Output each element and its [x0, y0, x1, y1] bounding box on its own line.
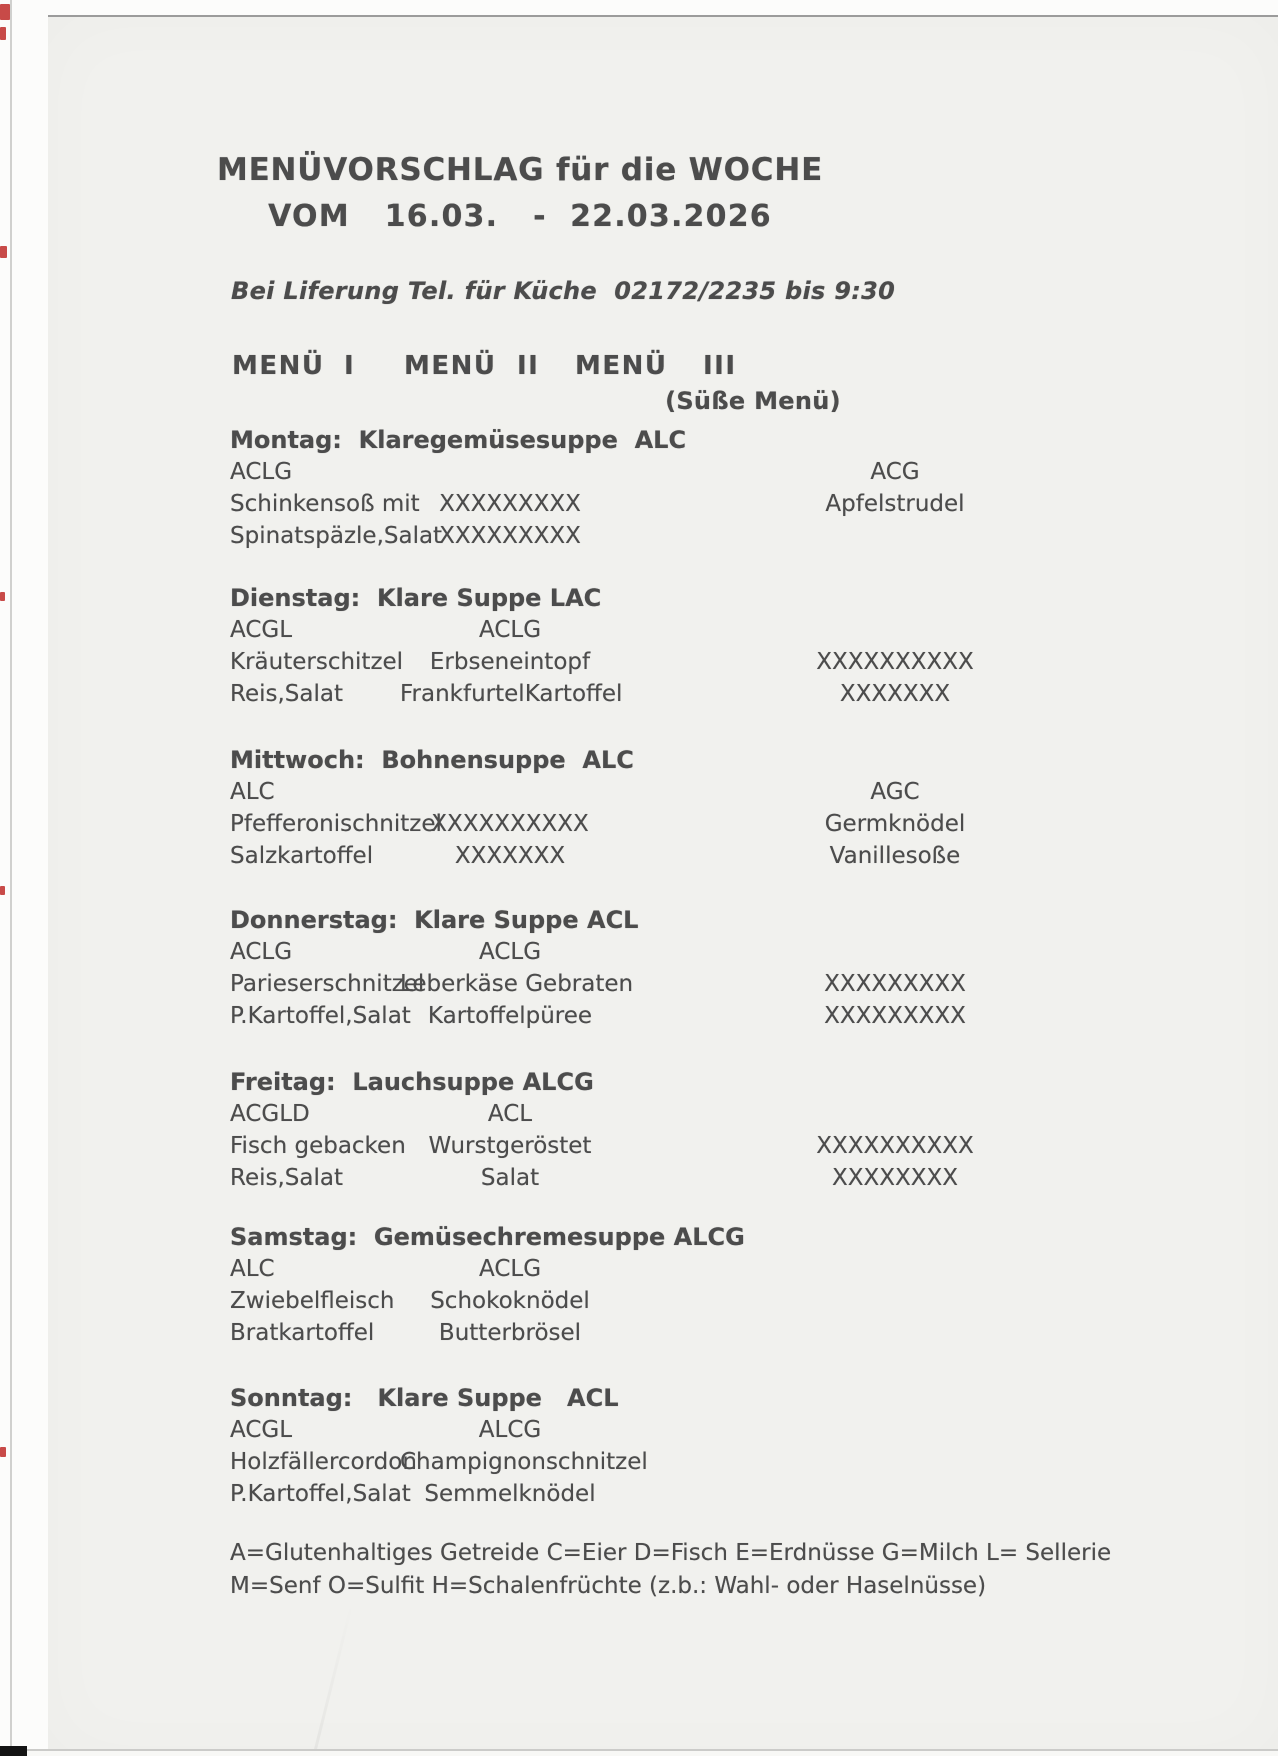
menu2-item: Erbseneintopf: [429, 649, 591, 675]
scan-artifact-red: [0, 246, 7, 258]
allergen-code-menu2: ACLG: [478, 939, 542, 965]
allergen-code-menu2: ACLG: [478, 617, 542, 643]
delivery-note: Bei Liferung Tel. für Küche 02172/2235 bis 9:30: [231, 277, 896, 305]
menu1-item: Reis,Salat: [230, 681, 343, 707]
day-menu-grid: [230, 936, 1240, 1032]
day-menu-grid: [230, 614, 1240, 710]
scan-artifact-red: [0, 592, 5, 601]
menu1-item: Schinkensoß mit: [230, 491, 420, 517]
menu2-item: Salat: [480, 1165, 540, 1191]
allergen-code-menu3: [785, 1253, 1005, 1285]
menu3-item: XXXXXXXXXX: [816, 1133, 974, 1159]
menu1-item: P.Kartoffel,Salat: [230, 1003, 411, 1029]
day-section-mittwoch: [230, 744, 1240, 872]
menu3-item: [785, 1446, 1005, 1478]
allergen-code-menu2: ALCG: [478, 1417, 542, 1443]
menu3-item: Vanillesoße: [829, 843, 961, 869]
menu3-item: [785, 1285, 1005, 1317]
day-header: Donnerstag: Klare Suppe ACL: [230, 906, 639, 934]
allergen-code-menu2: ACLG: [478, 1256, 542, 1282]
allergen-code-menu3: [785, 1098, 1005, 1130]
menu2-item: Kartoffelpüree: [427, 1003, 593, 1029]
menu3-item: XXXXXXX: [839, 681, 951, 707]
menu1-item: Spinatspäzle,Salat: [230, 523, 443, 549]
menu-title-line2: VOM 16.03. - 22.03.2026: [268, 199, 772, 234]
day-section-dienstag: [230, 582, 1240, 710]
allergen-legend: [230, 1537, 1130, 1603]
column-header-numeral-1: I: [344, 351, 356, 381]
day-menu-grid: [230, 1253, 1240, 1349]
day-header: Sonntag: Klare Suppe ACL: [230, 1384, 619, 1412]
allergen-code-menu3: [785, 1414, 1005, 1446]
menu1-item: Fisch gebacken: [230, 1133, 406, 1159]
allergen-code-menu2: [400, 456, 620, 488]
menu2-item: Schokoknödel: [430, 1288, 590, 1314]
allergen-legend-line1: A=Glutenhaltiges Getreide C=Eier D=Fisch E=Erdnüsse G=Milch L= Sellerie: [230, 1540, 1112, 1566]
allergen-legend-line2: M=Senf O=Sulfit H=Schalenfrüchte (z.b.: Wahl- oder Haselnüsse): [230, 1573, 987, 1599]
allergen-code-menu1: ACLG: [230, 939, 293, 965]
allergen-code-menu3: ACG: [870, 459, 920, 485]
menu1-item: P.Kartoffel,Salat: [230, 1481, 411, 1507]
scan-artifact-red: [0, 1447, 6, 1457]
scan-artifact-red: [0, 4, 10, 20]
allergen-code-menu1: ALC: [230, 1256, 275, 1282]
menu3-item: [785, 1317, 1005, 1349]
allergen-code-menu1: ALC: [230, 779, 275, 805]
menu2-item: XXXXXXXXX: [439, 491, 581, 517]
menu3-item: XXXXXXXXX: [824, 971, 966, 997]
scan-artifact-red: [0, 886, 5, 895]
scan-bottom-edge: [27, 1749, 1278, 1756]
menu2-item: FrankfurtelKartoffel: [400, 681, 623, 707]
column-header-menu: MENÜ: [575, 351, 668, 381]
menu3-item: Apfelstrudel: [825, 491, 965, 517]
day-header: Freitag: Lauchsuppe ALCG: [230, 1068, 594, 1096]
menu1-item: Reis,Salat: [230, 1165, 343, 1191]
menu3-item: XXXXXXXX: [831, 1165, 959, 1191]
allergen-code-menu2: [400, 776, 620, 808]
day-header: Mittwoch: Bohnensuppe ALC: [230, 746, 634, 774]
menu1-item: Salzkartoffel: [230, 843, 374, 869]
menu1-item: Holzfällercordon: [230, 1449, 417, 1475]
day-header: Dienstag: Klare Suppe LAC: [230, 584, 602, 612]
menu1-item: Parieserschnitzel: [230, 971, 425, 997]
menu1-item: Pfefferonischnitzel: [230, 811, 442, 837]
menu2-item: XXXXXXX: [454, 843, 566, 869]
menu3-item: Germknödel: [824, 811, 966, 837]
menu2-item: Butterbrösel: [438, 1320, 582, 1346]
scan-corner-block: [0, 1746, 27, 1756]
allergen-code-menu1: ACGL: [230, 1417, 293, 1443]
allergen-code-menu2: ACL: [487, 1101, 533, 1127]
column-header-menu: MENÜ: [404, 351, 497, 381]
column-header-numeral-2: II: [517, 351, 540, 381]
day-menu-grid: [230, 456, 1240, 552]
day-menu-grid: [230, 1098, 1240, 1194]
column-header-numeral-3: III: [703, 351, 737, 381]
menu1-item: Kräuterschitzel: [230, 649, 404, 675]
menu2-item: Wurstgeröstet: [428, 1133, 592, 1159]
day-section-sonntag: [230, 1382, 1240, 1510]
day-section-donnerstag: [230, 904, 1240, 1032]
allergen-code-menu3: [785, 936, 1005, 968]
menu1-item: Zwiebelfleisch: [230, 1288, 395, 1314]
menu-title-line1: MENÜVORSCHLAG für die WOCHE: [216, 152, 824, 188]
scan-artifact-red: [0, 27, 6, 40]
allergen-code-menu1: ACGLD: [230, 1101, 310, 1127]
day-section-samstag: [230, 1221, 1240, 1349]
column-header-menu: MENÜ: [232, 351, 325, 381]
menu3-item: [785, 1478, 1005, 1510]
day-header: Samstag: Gemüsechremesuppe ALCG: [230, 1223, 745, 1251]
menu2-item: XXXXXXXXX: [439, 523, 581, 549]
day-menu-grid: [230, 1414, 1240, 1510]
scan-margin-line: [10, 0, 12, 1756]
allergen-code-menu3: [785, 614, 1005, 646]
day-header: Montag: Klaregemüsesuppe ALC: [230, 426, 687, 454]
day-section-freitag: [230, 1066, 1240, 1194]
allergen-code-menu1: ACGL: [230, 617, 293, 643]
menu2-item: XXXXXXXXXX: [431, 811, 589, 837]
menu3-item: XXXXXXXXX: [824, 1003, 966, 1029]
menu1-item: Bratkartoffel: [230, 1320, 375, 1346]
menu3-sweet-note: (Süße Menü): [665, 387, 841, 415]
menu2-item: Semmelknödel: [424, 1481, 596, 1507]
allergen-code-menu3: AGC: [870, 779, 920, 805]
menu3-item: XXXXXXXXXX: [816, 649, 974, 675]
menu2-item: Leberkäse Gebraten: [400, 971, 634, 997]
menu3-item: [785, 520, 1005, 552]
day-section-montag: [230, 424, 1240, 552]
menu2-item: Champignonschnitzel: [400, 1449, 648, 1475]
day-menu-grid: [230, 776, 1240, 872]
allergen-code-menu1: ACLG: [230, 459, 293, 485]
